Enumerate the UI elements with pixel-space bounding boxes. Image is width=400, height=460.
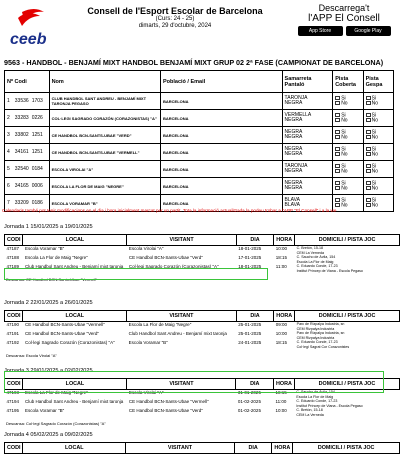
team-row: [5, 93, 394, 110]
pitch-covered: [333, 93, 363, 110]
match-visitor: CE Handbol BCN-Sants-Ubae "Verd": [128, 408, 203, 413]
col-name: Nom: [49, 71, 160, 93]
match-col-3: DIA: [236, 235, 274, 246]
report-header: [0, 0, 400, 56]
checkbox-si[interactable]: [366, 164, 371, 168]
option-label-no: No: [341, 185, 348, 192]
pitch-covered: [333, 110, 363, 127]
checkbox-no[interactable]: [366, 118, 371, 122]
matches-header-row: [5, 443, 400, 454]
checkbox-si[interactable]: [335, 198, 340, 202]
match-venue: Parc de Rizpalya Industria, sn CEM Rizpalya Industria: [296, 331, 345, 340]
match-venue: Parc de Rizpalya Industria, sn CEM Rizpalya Industria: [296, 322, 345, 331]
team-code-n: 7: [7, 200, 10, 206]
option-label-no: No: [371, 202, 378, 209]
col-covered: Pista Coberta: [333, 71, 363, 93]
highlight-box: [4, 268, 268, 280]
team-code-n: 5: [7, 166, 10, 172]
checkbox-no[interactable]: [335, 135, 340, 139]
match-row: [5, 246, 400, 256]
match-code: 47187: [6, 246, 20, 251]
team-name: ESCOLA LA FLOR DE MAIG "NEGRE": [49, 178, 160, 195]
matches-table: [4, 310, 400, 349]
rest-team: Descansa: CE Handbol BCN-Sants-Ubae "Vermell": [6, 277, 97, 282]
option-label-no: No: [371, 117, 378, 124]
team-code-code: 34161: [14, 149, 29, 155]
match-local: CE Handbol BCN-Sants-Ubae "Verd": [24, 331, 99, 336]
match-col-2: VISITANT: [127, 235, 236, 246]
team-city: BARCELONA: [160, 178, 282, 195]
option-label-si: Si: [371, 180, 377, 186]
team-code-n: 2: [7, 115, 10, 121]
match-time: 10:00: [275, 408, 287, 413]
option-label-si: Si: [371, 163, 377, 169]
match-time: 10:00: [275, 331, 288, 336]
match-code: 47195: [6, 408, 20, 413]
match-col-1: LOCAL: [23, 443, 126, 454]
checkbox-no[interactable]: [366, 203, 371, 207]
highlight-box: [4, 371, 384, 393]
team-colors: TARONJA NEGRA: [282, 93, 333, 110]
option-no[interactable]: [366, 101, 391, 106]
match-row: [5, 255, 400, 264]
match-venue: C. Eduardo Conde, 17-23 Institut Príncep de Viana - Escola Pegaso: [296, 399, 363, 408]
option-label-no: No: [341, 168, 348, 175]
pitch-covered: [333, 127, 363, 144]
team-code-n: 1: [7, 98, 10, 104]
title-block: [60, 6, 290, 30]
match-col-4: HORA: [274, 235, 295, 246]
round-label: Jornada 2 22/01/2025 a 26/01/2025: [4, 300, 93, 306]
match-local: Escola Voramar "B": [24, 246, 65, 251]
match-venue: C. Bretón, 15-18 CEM La Verneda: [296, 246, 325, 255]
match-col-2: VISITANT: [127, 379, 236, 390]
checkbox-no[interactable]: [366, 135, 371, 139]
option-label-si: Si: [341, 129, 346, 135]
team-row: [5, 161, 394, 178]
option-no[interactable]: [366, 186, 391, 191]
match-venue: C. Saucho de Ávila, 154 Escola La Flor de Maig: [296, 390, 335, 399]
team-name: ESCOLA VORAMAR "B": [49, 195, 160, 212]
match-row: [5, 331, 400, 340]
match-code: 47189: [6, 264, 20, 269]
match-col-1: LOCAL: [23, 311, 127, 322]
match-venue: C. Eduardo Conde, 17-23 Col·legi Sagrat Cor Corazonistes: [296, 340, 350, 349]
option-no[interactable]: [335, 101, 360, 106]
match-local: Col·legi Sagrado Corazón (Corazonistas) "A": [24, 340, 115, 345]
team-city: BARCELONA: [160, 144, 282, 161]
option-label-si: Si: [371, 112, 377, 118]
match-col-1: LOCAL: [23, 235, 127, 246]
option-no[interactable]: [335, 186, 360, 191]
checkbox-no[interactable]: [366, 101, 371, 105]
checkbox-no[interactable]: [335, 186, 340, 190]
team-code: [5, 93, 50, 110]
option-label-no: No: [371, 185, 378, 192]
match-col-3: DIA: [236, 379, 274, 390]
checkbox-si[interactable]: [366, 113, 371, 117]
team-code-code: 33802: [14, 132, 29, 138]
match-time: 18:15: [275, 255, 288, 260]
option-label-si: Si: [341, 146, 346, 152]
match-row: [5, 408, 400, 417]
option-label-no: No: [341, 100, 348, 107]
team-code-code2: 1251: [31, 149, 43, 155]
option-no[interactable]: [335, 118, 360, 123]
team-colors: VERMELLA NEGRA: [282, 110, 333, 127]
match-day: 25-01-2025: [238, 331, 262, 336]
match-day: 01-02-2025: [237, 408, 261, 413]
option-label-no: No: [371, 134, 378, 141]
match-col-5: DOMICILI / PISTA JOC: [294, 379, 399, 390]
option-label-si: Si: [371, 129, 377, 135]
match-col-0: CODI: [5, 235, 23, 246]
col-colors: Samarreta Pantaló: [282, 71, 333, 93]
team-city: BARCELONA: [160, 110, 282, 127]
match-visitor: Club Handbol Sant Andreu - Benjamí mixt taronja: [128, 331, 227, 336]
competition-title: 9563 - HANDBOL - BENJAMÍ MIXT HANDBOL BENJAMÍ MIXT GRUP 02 2ª FASE (CAMPIONAT DE BARCELONA): [4, 58, 384, 67]
team-colors: NEGRA NEGRA: [282, 178, 333, 195]
match-visitor: Escola La Flor de Maig "Negre": [128, 322, 192, 327]
team-code-code2: 0006: [31, 183, 43, 189]
match-time: 18:15: [275, 340, 288, 345]
option-no[interactable]: [366, 152, 391, 157]
checkbox-si[interactable]: [335, 181, 340, 185]
match-time: 11:00: [275, 264, 287, 269]
option-label-no: No: [341, 117, 348, 124]
checkbox-no[interactable]: [335, 118, 340, 122]
matches-header-row: [5, 235, 400, 246]
team-name: ESCOLA VIROLAI "A": [49, 161, 160, 178]
checkbox-si[interactable]: [366, 96, 371, 100]
match-venue: C. Saucho de Ávila, 154 Escola La Flor de Maig: [296, 255, 336, 264]
team-code-code: 33283: [14, 115, 29, 121]
match-day: 18-01-2025: [238, 246, 262, 251]
calendar-notice: Calendaris també pot tenir modificacions en el dia i hora inicialment marcat per un partit. Tota la informació actualitzada la podeu trobar a l'APP "El Consell" i a la we: [2, 208, 337, 213]
pitch-covered: [333, 178, 363, 195]
team-row: [5, 110, 394, 127]
team-code-code: 33536: [14, 98, 29, 104]
checkbox-si[interactable]: [335, 147, 340, 151]
match-col-5: DOMICILI / PISTA JOC: [295, 311, 400, 322]
match-row: [5, 399, 400, 408]
team-code-n: 3: [7, 132, 10, 138]
match-code: 47193: [6, 390, 20, 395]
option-no[interactable]: [366, 135, 391, 140]
option-no[interactable]: [366, 118, 391, 123]
match-visitor: Col·legi Sagrado Corazón (Corazonistas) "A": [128, 264, 219, 269]
match-day: 01-02-2025: [237, 399, 261, 404]
round-label: Jornada 3 29/01/2025 a 02/02/2025: [4, 368, 93, 374]
match-day: 17-01-2025: [238, 255, 262, 260]
team-code-code2: 0186: [31, 200, 43, 206]
checkbox-si[interactable]: [335, 96, 340, 100]
option-label-si: Si: [341, 197, 346, 203]
pitch-covered: [333, 144, 363, 161]
match-col-3: DIA: [234, 443, 272, 454]
team-name: CE HANDBOL BCN-SANTS-UBAE "VERMELL": [49, 144, 160, 161]
match-local: Club Handbol Sant Andreu - Benjamí mixt taronja: [24, 399, 124, 404]
match-time: 10:00: [275, 246, 288, 251]
team-code-code: 34165: [14, 183, 29, 189]
match-time: 18:15: [275, 390, 287, 395]
match-day: 25-01-2025: [238, 322, 262, 327]
team-code-n: 6: [7, 183, 10, 189]
match-venue: C. Eduardo Conde, 17-23 Institut Príncep de Viana - Escola Pegaso: [296, 264, 363, 273]
checkbox-si[interactable]: [366, 198, 371, 202]
match-time: 09:00: [275, 322, 288, 327]
team-colors: BLAVA BLAVA: [282, 195, 333, 212]
checkbox-si[interactable]: [335, 164, 340, 168]
team-row: [5, 127, 394, 144]
match-local: Escola Voramar "B": [24, 408, 65, 413]
team-code: [5, 161, 50, 178]
option-no[interactable]: [335, 152, 360, 157]
option-label-no: No: [371, 100, 378, 107]
pitch-grass: [363, 144, 393, 161]
team-code-code2: 0226: [31, 115, 43, 121]
team-code: [5, 144, 50, 161]
download-line-1: Descarrega't: [318, 3, 370, 13]
match-col-4: HORA: [274, 311, 295, 322]
matches-header-row: [5, 311, 400, 322]
option-no[interactable]: [335, 135, 360, 140]
page-title: Consell de l'Esport Escolar de Barcelona: [87, 6, 263, 16]
match-code: 47191: [6, 331, 20, 336]
round-label: Jornada 4 05/02/2025 a 09/02/2025: [4, 432, 93, 438]
match-col-4: HORA: [274, 379, 295, 390]
match-col-0: CODI: [5, 379, 23, 390]
option-label-si: Si: [371, 197, 377, 203]
match-col-2: VISITANT: [126, 443, 235, 454]
match-code: 47194: [6, 399, 20, 404]
match-row: [5, 322, 400, 332]
option-label-no: No: [341, 151, 348, 158]
match-local: Escola La Flor de Maig "Negre": [24, 255, 88, 260]
match-venue: C. Bretón, 15-18 CEM La Verneda: [296, 408, 324, 417]
pitch-grass: [363, 110, 393, 127]
match-col-4: HORA: [272, 443, 293, 454]
team-code-code2: 0184: [31, 166, 43, 172]
matches-table: [4, 442, 400, 454]
match-local: Club Handbol Sant Andreu - Benjamí mixt taronja: [24, 264, 124, 269]
app-promo: [292, 4, 396, 36]
pitch-grass: [363, 178, 393, 195]
team-code-n: 4: [7, 149, 10, 155]
team-code: [5, 127, 50, 144]
pitch-grass: [363, 127, 393, 144]
team-code: [5, 178, 50, 195]
download-line-2: l'APP El Consell: [308, 13, 380, 24]
team-city: BARCELONA: [160, 161, 282, 178]
team-code-code2: 1703: [31, 98, 43, 104]
match-day: 24-01-2025: [238, 340, 262, 345]
match-col-0: CODI: [5, 311, 23, 322]
match-local: Escola La Flor de Maig "Negre": [24, 390, 88, 395]
teams-table: [4, 70, 394, 212]
team-name: CE HANDBOL BCN-SANTS-UBAE "VERD": [49, 127, 160, 144]
team-row: [5, 144, 394, 161]
pitch-covered: [333, 161, 363, 178]
match-visitor: Escola Virolai "A": [128, 390, 164, 395]
match-col-3: DIA: [236, 311, 274, 322]
checkbox-no[interactable]: [366, 186, 371, 190]
checkbox-no[interactable]: [335, 203, 340, 207]
match-visitor: Escola Virolai "A": [128, 246, 164, 251]
team-city: BARCELONA: [160, 93, 282, 110]
checkbox-no[interactable]: [335, 169, 340, 173]
rest-team: Descansa: Col·legi Sagrado Corazón (Corazonistas) "A": [6, 421, 106, 426]
option-label-si: Si: [341, 180, 346, 186]
option-no[interactable]: [366, 169, 391, 174]
team-city: BARCELONA: [160, 127, 282, 144]
option-label-no: No: [341, 202, 348, 209]
team-row: [5, 178, 394, 195]
rest-team: Descansa: Escola Virolai "A": [6, 353, 57, 358]
match-col-2: VISITANT: [127, 311, 237, 322]
option-label-si: Si: [341, 163, 346, 169]
team-name: CLUB HANDBOL SANT ANDREU - BENJAMÍ MIXT TARONJA PEGASO: [49, 93, 160, 110]
pitch-grass: [363, 161, 393, 178]
team-colors: TARONJA NEGRA: [282, 161, 333, 178]
option-no[interactable]: [335, 169, 360, 174]
team-city: BARCELONA: [160, 195, 282, 212]
match-visitor: CE Handbol BCN-Sants-Ubae "Verd": [128, 255, 203, 260]
match-local: CE Handbol BCN-Sants-Ubae "Vermell": [24, 322, 105, 327]
col-code: Nº Codi: [5, 71, 50, 93]
col-city: Població / Email: [160, 71, 282, 93]
team-code-code: 33209: [14, 200, 29, 206]
option-label-si: Si: [341, 112, 346, 118]
team-colors: NEGRA NEGRA: [282, 127, 333, 144]
team-name: COL·LEGI SAGRADO CORAZÓN (CORAZONISTAS) "A": [49, 110, 160, 127]
checkbox-si[interactable]: [335, 113, 340, 117]
app-store-badge[interactable]: App Store: [298, 26, 343, 36]
match-row: [5, 340, 400, 349]
team-code: [5, 110, 50, 127]
match-time: 11:00: [275, 399, 287, 404]
match-day: 31-01-2025: [237, 390, 261, 395]
checkbox-si[interactable]: [335, 130, 340, 134]
season: (Curs: 24 - 25): [155, 16, 195, 22]
round-label: Jornada 1 15/01/2025 a 19/01/2025: [4, 224, 93, 230]
pitch-grass: [363, 93, 393, 110]
checkbox-no[interactable]: [366, 169, 371, 173]
ceeb-logo: [8, 8, 56, 48]
checkbox-no[interactable]: [335, 101, 340, 105]
match-visitor: Escola Voramar "B": [128, 340, 168, 345]
team-colors: NEGRA NEGRA: [282, 144, 333, 161]
team-code-code2: 1251: [31, 132, 43, 138]
checkbox-no[interactable]: [366, 152, 371, 156]
match-code: 47192: [6, 340, 20, 345]
match-col-5: DOMICILI / PISTA JOC: [295, 235, 400, 246]
google-play-badge[interactable]: Google Play: [346, 26, 391, 36]
option-label-no: No: [371, 168, 378, 175]
option-label-no: No: [341, 134, 348, 141]
checkbox-si[interactable]: [366, 130, 371, 134]
checkbox-no[interactable]: [335, 152, 340, 156]
col-grass: Pista Gespa: [363, 71, 393, 93]
teams-header-row: [5, 71, 394, 93]
team-code-code: 32540: [14, 166, 29, 172]
match-col-1: LOCAL: [23, 379, 127, 390]
logo-text: ceeb: [10, 31, 47, 48]
match-code: 47188: [6, 255, 20, 260]
checkbox-si[interactable]: [366, 181, 371, 185]
option-label-si: Si: [371, 146, 377, 152]
match-code: 47190: [6, 322, 20, 327]
match-col-0: CODI: [5, 443, 23, 454]
option-label-no: No: [371, 151, 378, 158]
match-col-5: DOMICILI / PISTA JOC: [293, 443, 400, 454]
option-label-si: Si: [371, 95, 377, 101]
match-visitor: CE Handbol BCN-Sants-Ubae "Vermell": [128, 399, 209, 404]
option-label-si: Si: [341, 95, 346, 101]
checkbox-si[interactable]: [366, 147, 371, 151]
report-date: dimarts, 29 d'octubre, 2024: [138, 23, 212, 29]
match-day: 18-01-2025: [238, 264, 262, 269]
